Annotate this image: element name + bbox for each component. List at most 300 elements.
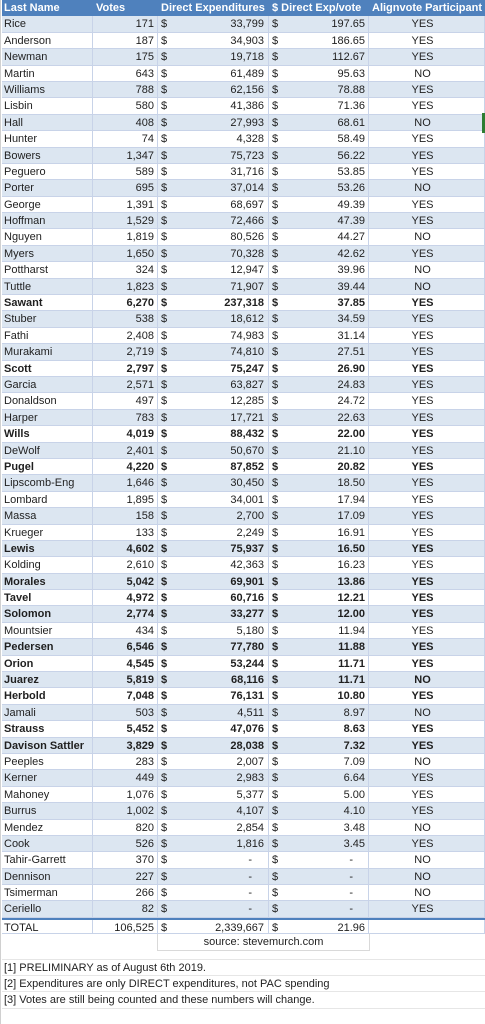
cell-votes[interactable]: 643: [93, 66, 158, 82]
cell-exp-per-vote[interactable]: [269, 344, 369, 360]
cell-alignvote[interactable]: YES: [369, 525, 485, 541]
cell-last-name[interactable]: Hunter: [2, 131, 93, 147]
cell-exp-per-vote[interactable]: [269, 672, 369, 688]
cell-direct-expenditures[interactable]: [158, 328, 269, 344]
cell-alignvote[interactable]: YES: [369, 770, 485, 786]
cell-last-name[interactable]: Hall: [2, 115, 93, 131]
cell-direct-expenditures[interactable]: [158, 410, 269, 426]
cell-last-name[interactable]: Pugel: [2, 459, 93, 475]
cell-direct-expenditures[interactable]: [158, 459, 269, 475]
cell-last-name[interactable]: Kolding: [2, 557, 93, 573]
cell-direct-expenditures[interactable]: [158, 393, 269, 409]
cell-votes[interactable]: 1,819: [93, 229, 158, 245]
cell-last-name[interactable]: Scott: [2, 361, 93, 377]
cell-last-name[interactable]: Murakami: [2, 344, 93, 360]
cell-last-name[interactable]: Davison Sattler: [2, 738, 93, 754]
cell-votes[interactable]: 133: [93, 525, 158, 541]
cell-direct-expenditures[interactable]: [158, 180, 269, 196]
currency-symbol: $: [161, 903, 168, 916]
cell-direct-expenditures[interactable]: [158, 590, 269, 606]
cell-exp-per-vote[interactable]: [269, 820, 369, 836]
cell-direct-expenditures[interactable]: [158, 16, 269, 32]
cell-last-name[interactable]: Donaldson: [2, 393, 93, 409]
cell-direct-expenditures[interactable]: [158, 787, 269, 803]
cell-last-name[interactable]: DeWolf: [2, 443, 93, 459]
cell-alignvote[interactable]: NO: [369, 754, 485, 770]
cell-votes[interactable]: 74: [93, 131, 158, 147]
cell-votes[interactable]: 1,529: [93, 213, 158, 229]
cell-alignvote[interactable]: YES: [369, 803, 485, 819]
cell-alignvote[interactable]: YES: [369, 492, 485, 508]
cell-last-name[interactable]: Mendez: [2, 820, 93, 836]
cell-last-name[interactable]: Morales: [2, 574, 93, 590]
cell-last-name[interactable]: Peeples: [2, 754, 93, 770]
cell-votes[interactable]: 1,347: [93, 148, 158, 164]
currency-symbol: $: [272, 346, 279, 359]
cell-direct-expenditures[interactable]: [158, 721, 269, 737]
cell-exp-per-vote[interactable]: [269, 705, 369, 721]
cell-alignvote[interactable]: YES: [369, 361, 485, 377]
cell-exp-per-vote[interactable]: [269, 639, 369, 655]
cell-direct-expenditures[interactable]: [158, 639, 269, 655]
cell-alignvote[interactable]: NO: [369, 180, 485, 196]
cell-last-name[interactable]: Williams: [2, 82, 93, 98]
cell-last-name[interactable]: Juarez: [2, 672, 93, 688]
cell-alignvote[interactable]: YES: [369, 426, 485, 442]
cell-alignvote[interactable]: YES: [369, 574, 485, 590]
cell-last-name[interactable]: Peguero: [2, 164, 93, 180]
cell-exp-per-vote[interactable]: [269, 754, 369, 770]
cell-direct-expenditures[interactable]: [158, 131, 269, 147]
cell-exp-per-vote[interactable]: [269, 885, 369, 901]
cell-direct-expenditures[interactable]: [158, 361, 269, 377]
cell-exp-per-vote[interactable]: [269, 656, 369, 672]
cell-votes[interactable]: 2,408: [93, 328, 158, 344]
cell-votes[interactable]: 4,019: [93, 426, 158, 442]
cell-direct-expenditures[interactable]: [158, 115, 269, 131]
cell-direct-expenditures[interactable]: [158, 197, 269, 213]
cell-alignvote[interactable]: YES: [369, 16, 485, 32]
cell-alignvote[interactable]: YES: [369, 82, 485, 98]
cell-exp-per-vote[interactable]: [269, 475, 369, 491]
cell-alignvote[interactable]: NO: [369, 262, 485, 278]
cell-last-name[interactable]: Newman: [2, 49, 93, 65]
cell-votes[interactable]: 820: [93, 820, 158, 836]
cell-exp-per-vote[interactable]: [269, 295, 369, 311]
cell-votes[interactable]: 589: [93, 164, 158, 180]
total-label[interactable]: TOTAL: [2, 920, 93, 934]
cell-last-name[interactable]: Lewis: [2, 541, 93, 557]
cell-exp-per-vote[interactable]: [269, 803, 369, 819]
cell-alignvote[interactable]: NO: [369, 852, 485, 868]
cell-last-name[interactable]: Sawant: [2, 295, 93, 311]
currency-symbol: $: [272, 690, 279, 703]
cell-alignvote[interactable]: YES: [369, 164, 485, 180]
cell-direct-expenditures[interactable]: [158, 606, 269, 622]
cell-exp-per-vote[interactable]: [269, 82, 369, 98]
cell-last-name[interactable]: Myers: [2, 246, 93, 262]
cell-last-name[interactable]: Kerner: [2, 770, 93, 786]
cell-alignvote[interactable]: YES: [369, 557, 485, 573]
cell-alignvote[interactable]: NO: [369, 885, 485, 901]
cell-votes[interactable]: 6,546: [93, 639, 158, 655]
currency-symbol: $: [272, 624, 279, 637]
cell-alignvote[interactable]: NO: [369, 279, 485, 295]
cell-direct-expenditures[interactable]: [158, 623, 269, 639]
cell-votes[interactable]: 3,829: [93, 738, 158, 754]
cell-direct-expenditures[interactable]: [158, 770, 269, 786]
cell-votes[interactable]: 538: [93, 311, 158, 327]
cell-direct-expenditures[interactable]: [158, 885, 269, 901]
header-exp-per-vote[interactable]: $ Direct Exp/vote: [269, 0, 369, 16]
cell-alignvote[interactable]: YES: [369, 656, 485, 672]
cell-alignvote[interactable]: YES: [369, 738, 485, 754]
cell-alignvote[interactable]: YES: [369, 377, 485, 393]
cell-alignvote[interactable]: YES: [369, 295, 485, 311]
cell-votes[interactable]: 158: [93, 508, 158, 524]
cell-last-name[interactable]: Porter: [2, 180, 93, 196]
cell-direct-expenditures[interactable]: [158, 656, 269, 672]
cell-votes[interactable]: 7,048: [93, 688, 158, 704]
cell-direct-expenditures[interactable]: [158, 295, 269, 311]
cell-last-name[interactable]: Massa: [2, 508, 93, 524]
cell-exp-per-vote[interactable]: [269, 180, 369, 196]
cell-direct-expenditures[interactable]: [158, 869, 269, 885]
cell-votes[interactable]: 497: [93, 393, 158, 409]
cell-direct-expenditures[interactable]: [158, 443, 269, 459]
total-per-vote-cell[interactable]: [269, 920, 369, 934]
cell-votes[interactable]: 2,774: [93, 606, 158, 622]
cell-exp-per-vote[interactable]: [269, 98, 369, 114]
footnote[interactable]: [2] Expenditures are only DIRECT expenditures, not PAC spending: [2, 976, 485, 992]
cell-alignvote[interactable]: YES: [369, 590, 485, 606]
cell-votes[interactable]: 283: [93, 754, 158, 770]
header-last-name[interactable]: Last Name: [2, 0, 93, 16]
cell-last-name[interactable]: Nguyen: [2, 229, 93, 245]
cell-direct-expenditures[interactable]: [158, 246, 269, 262]
cell-alignvote[interactable]: NO: [369, 672, 485, 688]
cell-exp-per-vote[interactable]: [269, 623, 369, 639]
cell-votes[interactable]: 1,650: [93, 246, 158, 262]
cell-last-name[interactable]: Tahir-Garrett: [2, 852, 93, 868]
cell-last-name[interactable]: Jamali: [2, 705, 93, 721]
cell-direct-expenditures[interactable]: [158, 475, 269, 491]
cell-alignvote[interactable]: YES: [369, 311, 485, 327]
cell-exp-per-vote[interactable]: [269, 16, 369, 32]
cell-alignvote[interactable]: NO: [369, 869, 485, 885]
cell-exp-per-vote[interactable]: [269, 33, 369, 49]
cell-last-name[interactable]: Tuttle: [2, 279, 93, 295]
cell-votes[interactable]: 2,719: [93, 344, 158, 360]
cell-direct-expenditures[interactable]: [158, 66, 269, 82]
per-vote-value: 24.72: [337, 395, 365, 408]
cell-last-name[interactable]: Orion: [2, 656, 93, 672]
table-row: [2, 787, 485, 803]
cell-direct-expenditures[interactable]: [158, 98, 269, 114]
cell-alignvote[interactable]: YES: [369, 328, 485, 344]
cell-votes[interactable]: 2,571: [93, 377, 158, 393]
header-votes[interactable]: Votes: [93, 0, 158, 16]
currency-symbol: $: [161, 34, 168, 47]
cell-votes[interactable]: 175: [93, 49, 158, 65]
cell-votes[interactable]: 449: [93, 770, 158, 786]
cell-exp-per-vote[interactable]: [269, 836, 369, 852]
cell-last-name[interactable]: Herbold: [2, 688, 93, 704]
cell-exp-per-vote[interactable]: [269, 393, 369, 409]
cell-alignvote[interactable]: YES: [369, 508, 485, 524]
cell-last-name[interactable]: Lombard: [2, 492, 93, 508]
cell-votes[interactable]: 187: [93, 33, 158, 49]
cell-direct-expenditures[interactable]: [158, 852, 269, 868]
cell-alignvote[interactable]: NO: [369, 705, 485, 721]
cell-exp-per-vote[interactable]: [269, 688, 369, 704]
footnote[interactable]: [3] Votes are still being counted and these numbers will change.: [2, 992, 485, 1008]
cell-direct-expenditures[interactable]: [158, 541, 269, 557]
cell-direct-expenditures[interactable]: [158, 164, 269, 180]
cell-last-name[interactable]: Dennison: [2, 869, 93, 885]
cell-alignvote[interactable]: YES: [369, 475, 485, 491]
cell-alignvote[interactable]: YES: [369, 246, 485, 262]
header-direct-expenditures[interactable]: Direct Expenditures: [158, 0, 269, 16]
cell-last-name[interactable]: Stuber: [2, 311, 93, 327]
cell-exp-per-vote[interactable]: [269, 901, 369, 917]
cell-alignvote[interactable]: YES: [369, 639, 485, 655]
cell-alignvote[interactable]: YES: [369, 98, 485, 114]
cell-exp-per-vote[interactable]: [269, 262, 369, 278]
cell-exp-per-vote[interactable]: [269, 328, 369, 344]
cell-direct-expenditures[interactable]: [158, 705, 269, 721]
cell-direct-expenditures[interactable]: [158, 148, 269, 164]
cell-last-name[interactable]: Fathi: [2, 328, 93, 344]
currency-symbol: $: [161, 133, 168, 146]
cell-exp-per-vote[interactable]: [269, 377, 369, 393]
cell-votes[interactable]: 1,391: [93, 197, 158, 213]
cell-alignvote[interactable]: YES: [369, 33, 485, 49]
per-vote-value: 13.86: [337, 575, 365, 588]
footnote[interactable]: [1] PRELIMINARY as of August 6th 2019.: [2, 960, 485, 976]
cell-last-name[interactable]: Strauss: [2, 721, 93, 737]
cell-last-name[interactable]: Mahoney: [2, 787, 93, 803]
cell-last-name[interactable]: Rice: [2, 16, 93, 32]
cell-exp-per-vote[interactable]: [269, 738, 369, 754]
cell-alignvote[interactable]: YES: [369, 836, 485, 852]
cell-votes[interactable]: 408: [93, 115, 158, 131]
cell-direct-expenditures[interactable]: [158, 377, 269, 393]
cell-last-name[interactable]: Martin: [2, 66, 93, 82]
cell-votes[interactable]: 370: [93, 852, 158, 868]
cell-alignvote[interactable]: YES: [369, 443, 485, 459]
cell-direct-expenditures[interactable]: [158, 492, 269, 508]
cell-direct-expenditures[interactable]: [158, 738, 269, 754]
cell-last-name[interactable]: Tavel: [2, 590, 93, 606]
cell-alignvote[interactable]: YES: [369, 901, 485, 917]
cell-exp-per-vote[interactable]: [269, 443, 369, 459]
cell-exp-per-vote[interactable]: [269, 508, 369, 524]
cell-alignvote[interactable]: YES: [369, 787, 485, 803]
cell-direct-expenditures[interactable]: [158, 508, 269, 524]
cell-alignvote[interactable]: NO: [369, 66, 485, 82]
cell-votes[interactable]: 6,270: [93, 295, 158, 311]
cell-last-name[interactable]: Harper: [2, 410, 93, 426]
cell-exp-per-vote[interactable]: [269, 574, 369, 590]
cell-alignvote[interactable]: NO: [369, 820, 485, 836]
cell-votes[interactable]: 1,646: [93, 475, 158, 491]
cell-direct-expenditures[interactable]: [158, 344, 269, 360]
cell-alignvote[interactable]: YES: [369, 49, 485, 65]
cell-votes[interactable]: 5,042: [93, 574, 158, 590]
cell-last-name[interactable]: Lipscomb-Eng: [2, 475, 93, 491]
cell-exp-per-vote[interactable]: [269, 279, 369, 295]
cell-exp-per-vote[interactable]: [269, 852, 369, 868]
cell-direct-expenditures[interactable]: [158, 49, 269, 65]
cell-exp-per-vote[interactable]: [269, 49, 369, 65]
cell-votes[interactable]: 1,895: [93, 492, 158, 508]
cell-direct-expenditures[interactable]: [158, 688, 269, 704]
cell-votes[interactable]: 171: [93, 16, 158, 32]
table-row: [2, 820, 485, 836]
cell-votes[interactable]: 82: [93, 901, 158, 917]
cell-votes[interactable]: 788: [93, 82, 158, 98]
cell-alignvote[interactable]: YES: [369, 393, 485, 409]
cell-votes[interactable]: 526: [93, 836, 158, 852]
total-alignvote[interactable]: [369, 920, 485, 934]
cell-exp-per-vote[interactable]: [269, 115, 369, 131]
total-votes[interactable]: 106,525: [93, 920, 158, 934]
cell-last-name[interactable]: Pottharst: [2, 262, 93, 278]
cell-direct-expenditures[interactable]: [158, 820, 269, 836]
cell-votes[interactable]: 2,401: [93, 443, 158, 459]
cell-exp-per-vote[interactable]: [269, 770, 369, 786]
cell-exp-per-vote[interactable]: [269, 246, 369, 262]
cell-alignvote[interactable]: YES: [369, 410, 485, 426]
cell-direct-expenditures[interactable]: [158, 229, 269, 245]
cell-votes[interactable]: 783: [93, 410, 158, 426]
cell-last-name[interactable]: Garcia: [2, 377, 93, 393]
cell-exp-per-vote[interactable]: [269, 66, 369, 82]
currency-symbol: $: [161, 149, 168, 162]
cell-exp-per-vote[interactable]: [269, 606, 369, 622]
cell-direct-expenditures[interactable]: [158, 803, 269, 819]
cell-last-name[interactable]: Pedersen: [2, 639, 93, 655]
cell-direct-expenditures[interactable]: [158, 901, 269, 917]
cell-votes[interactable]: 695: [93, 180, 158, 196]
cell-alignvote[interactable]: YES: [369, 344, 485, 360]
cell-direct-expenditures[interactable]: [158, 525, 269, 541]
cell-last-name[interactable]: Krueger: [2, 525, 93, 541]
cell-alignvote[interactable]: NO: [369, 115, 485, 131]
cell-votes[interactable]: 1,002: [93, 803, 158, 819]
cell-last-name[interactable]: Wills: [2, 426, 93, 442]
cell-votes[interactable]: 4,220: [93, 459, 158, 475]
cell-votes[interactable]: 434: [93, 623, 158, 639]
cell-alignvote[interactable]: YES: [369, 721, 485, 737]
cell-direct-expenditures[interactable]: [158, 82, 269, 98]
cell-alignvote[interactable]: YES: [369, 688, 485, 704]
cell-last-name[interactable]: Cook: [2, 836, 93, 852]
cell-exp-per-vote[interactable]: [269, 410, 369, 426]
cell-exp-per-vote[interactable]: [269, 131, 369, 147]
source-text[interactable]: source: stevemurch.com: [158, 934, 369, 950]
cell-exp-per-vote[interactable]: [269, 197, 369, 213]
cell-direct-expenditures[interactable]: [158, 33, 269, 49]
cell-exp-per-vote[interactable]: [269, 869, 369, 885]
cell-direct-expenditures[interactable]: [158, 557, 269, 573]
cell-last-name[interactable]: Mountsier: [2, 623, 93, 639]
cell-exp-per-vote[interactable]: [269, 213, 369, 229]
cell-direct-expenditures[interactable]: [158, 426, 269, 442]
cell-votes[interactable]: 4,602: [93, 541, 158, 557]
cell-alignvote[interactable]: YES: [369, 197, 485, 213]
cell-votes[interactable]: 227: [93, 869, 158, 885]
cell-direct-expenditures[interactable]: [158, 574, 269, 590]
cell-exp-per-vote[interactable]: [269, 525, 369, 541]
cell-votes[interactable]: 4,972: [93, 590, 158, 606]
cell-votes[interactable]: 2,610: [93, 557, 158, 573]
cell-exp-per-vote[interactable]: [269, 148, 369, 164]
cell-alignvote[interactable]: YES: [369, 459, 485, 475]
cell-direct-expenditures[interactable]: [158, 311, 269, 327]
cell-votes[interactable]: 5,819: [93, 672, 158, 688]
cell-alignvote[interactable]: YES: [369, 623, 485, 639]
cell-last-name[interactable]: Tsimerman: [2, 885, 93, 901]
cell-direct-expenditures[interactable]: [158, 754, 269, 770]
cell-exp-per-vote[interactable]: [269, 557, 369, 573]
cell-votes[interactable]: 503: [93, 705, 158, 721]
cell-last-name[interactable]: Hoffman: [2, 213, 93, 229]
cell-votes[interactable]: 5,452: [93, 721, 158, 737]
total-expenditures-cell[interactable]: [158, 920, 269, 934]
cell-votes[interactable]: 1,076: [93, 787, 158, 803]
cell-direct-expenditures[interactable]: [158, 262, 269, 278]
cell-alignvote[interactable]: YES: [369, 131, 485, 147]
cell-votes[interactable]: 2,797: [93, 361, 158, 377]
cell-last-name[interactable]: Anderson: [2, 33, 93, 49]
cell-exp-per-vote[interactable]: [269, 311, 369, 327]
cell-direct-expenditures[interactable]: [158, 672, 269, 688]
cell-votes[interactable]: 324: [93, 262, 158, 278]
cell-last-name[interactable]: Ceriello: [2, 901, 93, 917]
cell-exp-per-vote[interactable]: [269, 164, 369, 180]
cell-alignvote[interactable]: YES: [369, 213, 485, 229]
cell-votes[interactable]: 4,545: [93, 656, 158, 672]
cell-exp-per-vote[interactable]: [269, 721, 369, 737]
cell-last-name[interactable]: Solomon: [2, 606, 93, 622]
cell-alignvote[interactable]: YES: [369, 148, 485, 164]
cell-last-name[interactable]: George: [2, 197, 93, 213]
cell-exp-per-vote[interactable]: [269, 361, 369, 377]
cell-exp-per-vote[interactable]: [269, 590, 369, 606]
cell-exp-per-vote[interactable]: [269, 229, 369, 245]
cell-exp-per-vote[interactable]: [269, 459, 369, 475]
cell-direct-expenditures[interactable]: [158, 279, 269, 295]
cell-votes[interactable]: 266: [93, 885, 158, 901]
cell-exp-per-vote[interactable]: [269, 541, 369, 557]
cell-direct-expenditures[interactable]: [158, 213, 269, 229]
cell-exp-per-vote[interactable]: [269, 426, 369, 442]
cell-votes[interactable]: 1,823: [93, 279, 158, 295]
cell-alignvote[interactable]: NO: [369, 229, 485, 245]
cell-exp-per-vote[interactable]: [269, 787, 369, 803]
cell-direct-expenditures[interactable]: [158, 836, 269, 852]
cell-last-name[interactable]: Burrus: [2, 803, 93, 819]
cell-exp-per-vote[interactable]: [269, 492, 369, 508]
cell-last-name[interactable]: Bowers: [2, 148, 93, 164]
cell-alignvote[interactable]: YES: [369, 606, 485, 622]
cell-votes[interactable]: 580: [93, 98, 158, 114]
cell-last-name[interactable]: Lisbin: [2, 98, 93, 114]
header-alignvote[interactable]: Alignvote Participant: [369, 0, 485, 16]
cell-alignvote[interactable]: YES: [369, 541, 485, 557]
